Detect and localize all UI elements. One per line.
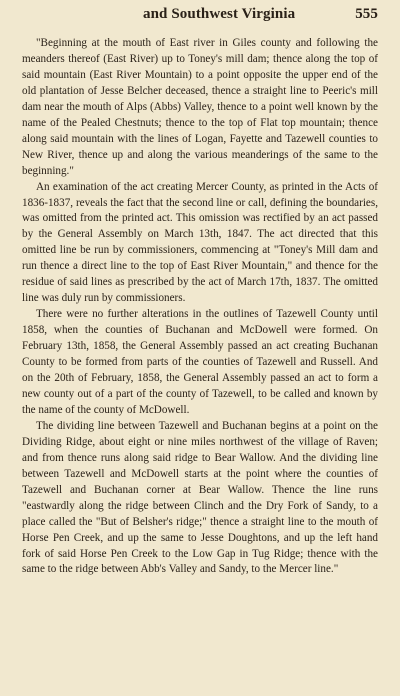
body-text xyxy=(22,36,378,578)
paragraph-1858-counties: There were no further alterations in the outlines of Tazewell County until 1858, when the counties of Buchanan and McDowell were formed. On February 13th, 1858, the General Assembly passed an act creating Buchanan County to be formed from parts of the counties of Tazewell and Russell. And on the 20th of February, 1858, the General Assembly passed an act to form a new county out of a part of the county of Tazewell, to be called and known by the name of the county of McDowell. xyxy=(22,308,378,416)
paragraph-mercer-act: An examination of the act creating Mercer County, as printed in the Acts of 1836-1837, reveals the fact that the second line or call, defining the boundaries, was omitted from the printed act. This omission was rectified by an act passed by the General Assembly on March 13th, 1847. The act directed that this omitted line be run by commissioners, commencing at "Toney's Mill dam and run thence a direct line to the top of East River Mountain," and thence for the residue of said lines as prescribed by the act of March 17th, 1837. The omitted line was duly run by commissioners. xyxy=(22,180,378,305)
running-head: and Southwest Virginia xyxy=(143,6,296,22)
page-header xyxy=(22,6,388,28)
paragraph-dividing-line: The dividing line between Tazewell and Buchanan begins at a point on the Dividing Ridge, about eight or nine miles northwest of the village of Raven; and from thence runs along said ridge to Bear Wallow. And the dividing line between Tazewell and McDowell starts at the point where the counties of Tazewell and Buchanan corner at Bear Wallow. Thence the line runs "eastwardly along the ridge between Clinch and the Dry Fork of Sandy, to a place called the "But of Belsher's ridge;" thence a straight line to the mouth of Horse Pen Creek, and up the same to Jesse Doughtons, and up the left hand fork of said Horse Pen Creek to the Low Gap in Tug Ridge; thence with the same to the ridge between Abb's Valley and Sandy, to the Mercer line." xyxy=(22,419,378,576)
page-number: 555 xyxy=(355,6,378,22)
paragraph-boundary-quote: "Beginning at the mouth of East river in Giles county and following the meanders thereof (East River) up to Toney's mill dam; thence along the top of said mountain (East River Mountain) to a point opposite the upper end of the old plantation of Jesse Belcher deceased, thence a straight line to Peeric's mill dam near the mouth of Alps (Abbs) Valley, thence to a point well known by the name of the Pealed Chestnuts; thence to the top of Flat top mountain; thence along said mountain with the lines of Logan, Fayette and Tazewell counties to New River, thence up and along the various meanderings of the same to the beginning." xyxy=(22,37,378,177)
